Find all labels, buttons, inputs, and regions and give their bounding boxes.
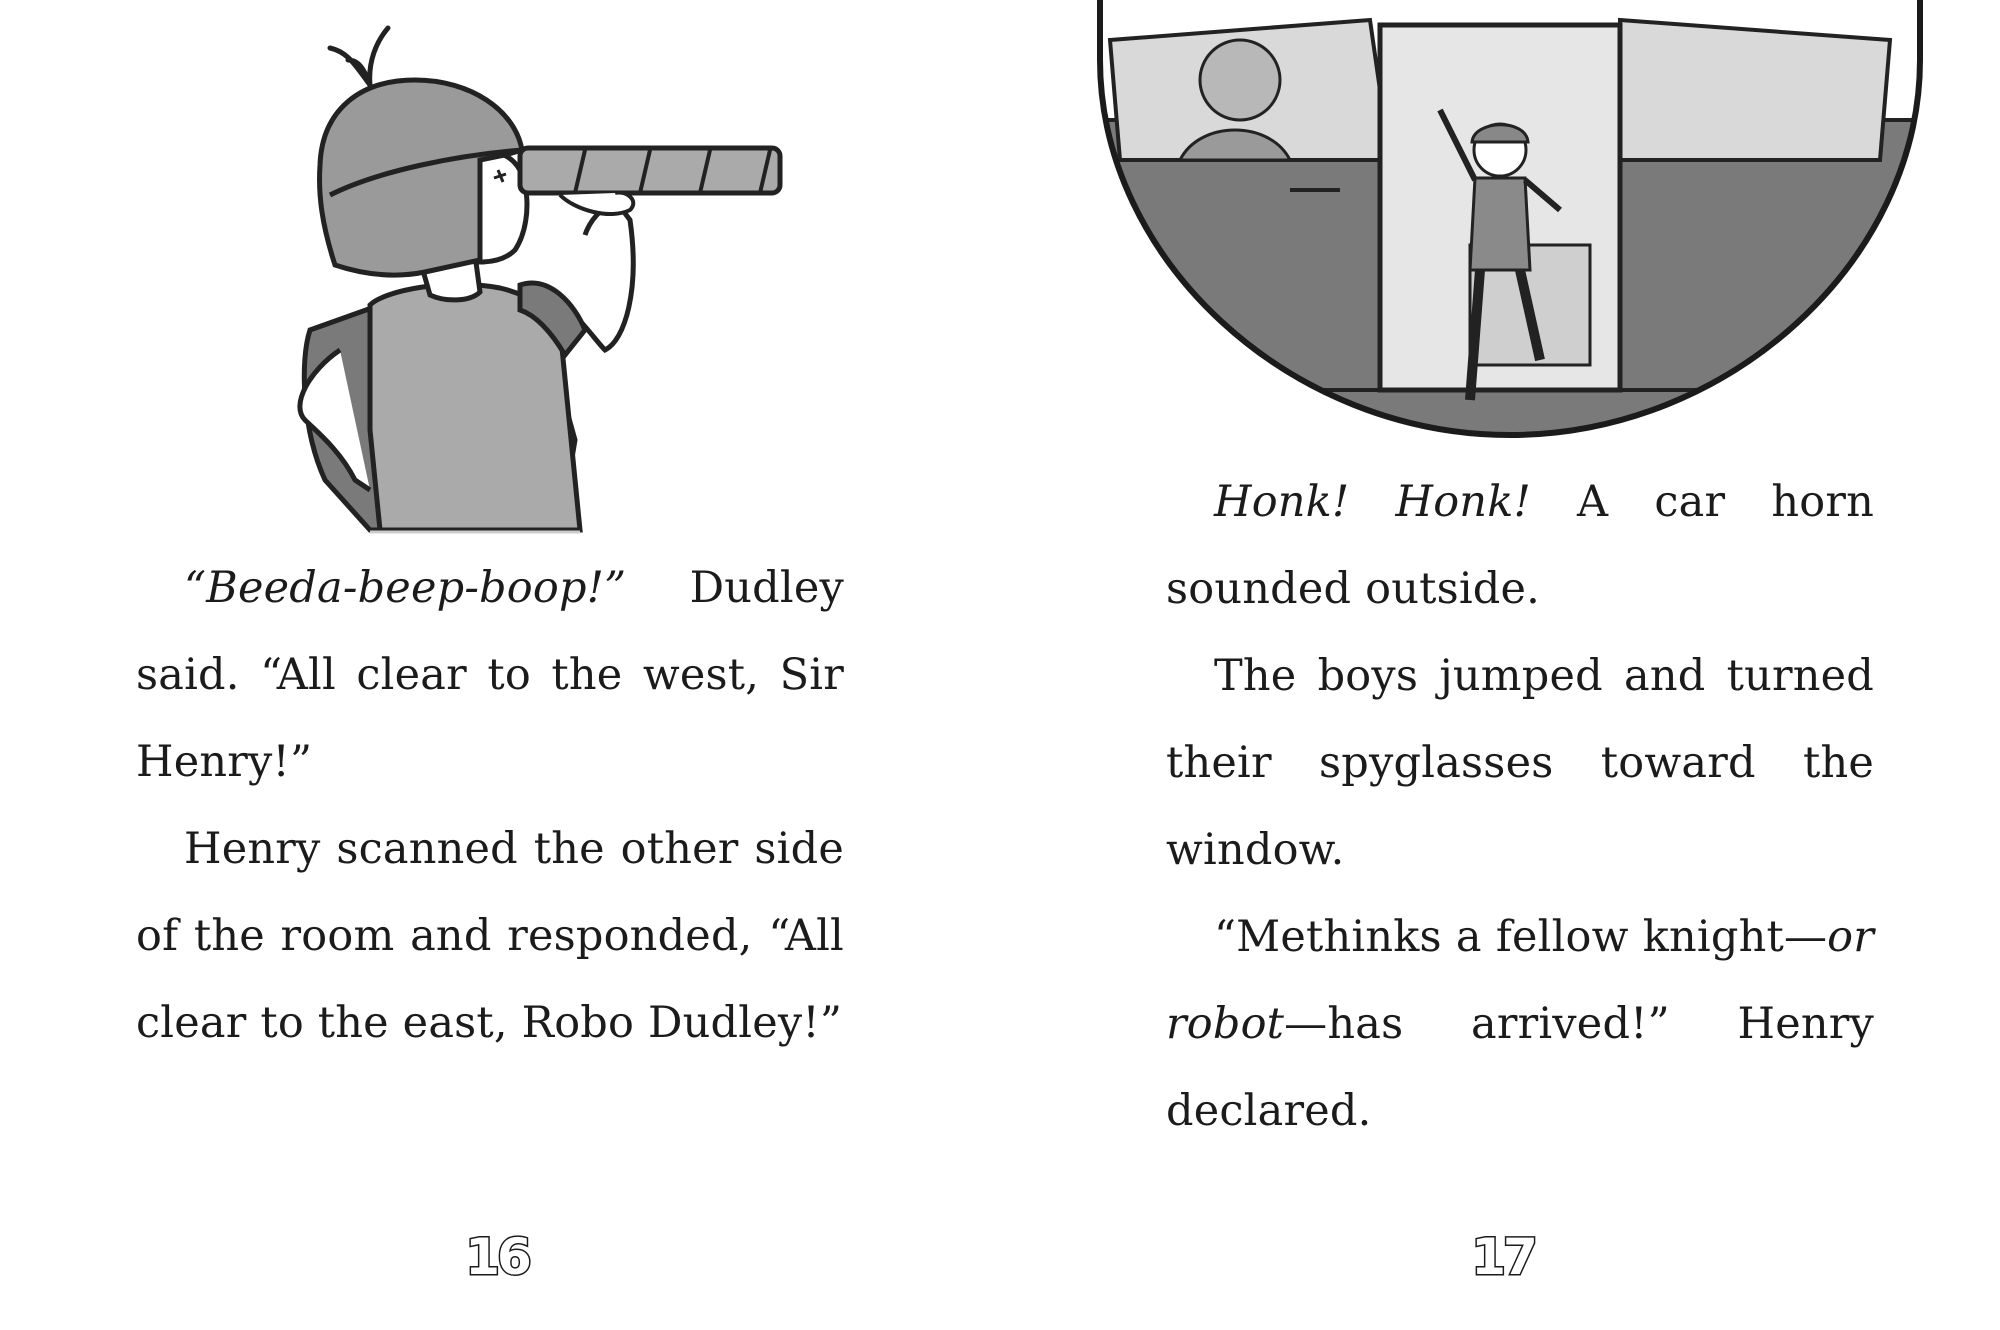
right-page-body-text <box>1166 459 1874 1155</box>
paragraph <box>136 545 844 806</box>
paragraph-text: The boys jumped and turned their spyglasses toward the window. <box>1166 651 1874 875</box>
dialogue-italic: “Beeda-beep-boop!” <box>184 563 627 613</box>
sound-effect-italic: Honk! Honk! <box>1214 477 1531 527</box>
paragraph-text: Henry scanned the other side of the room and responded, “All clear to the east, Robo Dudley!” <box>136 824 844 1048</box>
paragraph-text: A car horn sounded outside. <box>1166 477 1874 614</box>
paragraph-text: —has arrived!” Henry declared. <box>1166 999 1874 1136</box>
dudley-spyglass-illustration <box>230 10 790 540</box>
paragraph <box>1166 633 1874 894</box>
page-number: 16 <box>465 1228 529 1286</box>
paragraph <box>136 806 844 1067</box>
paragraph <box>1166 894 1874 1155</box>
minivan-arrival-illustration <box>1090 0 1930 440</box>
right-page <box>1000 0 2000 1330</box>
page-number: 17 <box>1471 1228 1535 1286</box>
paragraph-text: Dudley said. “All clear to the west, Sir Henry!” <box>136 563 844 787</box>
paragraph-text: “Methinks a fellow knight— <box>1214 912 1828 962</box>
left-page-body-text <box>136 545 844 1067</box>
dialogue-italic: or robot <box>1166 912 1874 1049</box>
paragraph <box>1166 459 1874 633</box>
